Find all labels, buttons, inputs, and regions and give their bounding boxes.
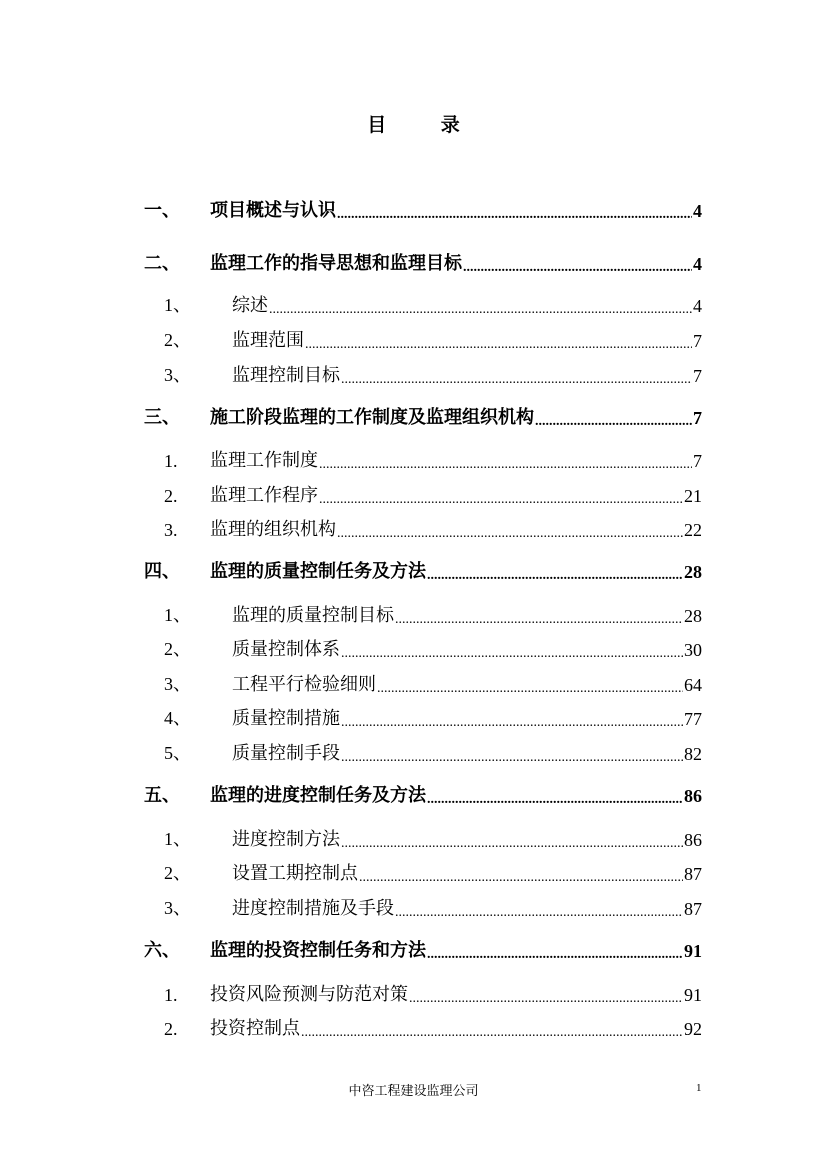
- toc-entry[interactable]: [144, 326, 702, 352]
- toc-entry-label: 监理范围: [232, 330, 304, 351]
- toc-entry-label: 监理控制目标: [232, 365, 340, 386]
- toc-entry-label: 质量控制体系: [232, 639, 340, 660]
- toc-entry-number: 3、: [164, 674, 191, 694]
- toc-entry[interactable]: [144, 249, 702, 275]
- toc-entry-label: 质量控制手段: [232, 743, 340, 764]
- toc-entry-label: 综述: [232, 295, 268, 316]
- footer-company: 中咨工程建设监理公司: [348, 1084, 479, 1099]
- toc-leader-dots: [341, 367, 692, 387]
- toc-entry-number: 3、: [164, 898, 191, 918]
- toc-leader-dots: [341, 831, 683, 851]
- toc-entry-label: 监理的质量控制任务及方法: [210, 561, 426, 582]
- toc-entry-page: 28: [684, 606, 702, 626]
- toc-entry[interactable]: [144, 781, 702, 807]
- toc-entry-label: 质量控制措施: [232, 708, 340, 729]
- toc-entry-page: 77: [684, 709, 702, 729]
- toc-leader-dots: [463, 255, 692, 275]
- toc-entry-number: 4、: [164, 708, 191, 728]
- page-title: 目 录: [367, 114, 484, 136]
- toc-entry-page: 4: [693, 201, 702, 221]
- toc-entry-number: 2.: [164, 486, 178, 506]
- toc-entry-number: 3、: [164, 365, 191, 385]
- toc-entry-number: 1、: [164, 605, 191, 625]
- footer-page-number: 1: [696, 1082, 702, 1094]
- toc-entry-number: 2.: [164, 1019, 178, 1039]
- toc-leader-dots: [427, 942, 683, 962]
- toc-entry[interactable]: [144, 936, 702, 962]
- toc-entry-page: 64: [684, 675, 702, 695]
- toc-leader-dots: [341, 745, 683, 765]
- toc-leader-dots: [319, 487, 683, 507]
- toc-entry[interactable]: [144, 980, 702, 1006]
- toc-entry[interactable]: [144, 670, 702, 696]
- toc-entry-page: 22: [684, 520, 702, 540]
- toc-entry-number: 3.: [164, 520, 178, 540]
- toc-leader-dots: [377, 676, 683, 696]
- toc-leader-dots: [319, 452, 692, 472]
- toc-entry[interactable]: [144, 446, 702, 472]
- toc-entry-number: 五、: [144, 785, 180, 806]
- toc-entry-label: 监理的进度控制任务及方法: [210, 785, 426, 806]
- toc-entry-page: 87: [684, 899, 702, 919]
- toc-entry-page: 91: [684, 985, 702, 1005]
- toc-leader-dots: [427, 787, 683, 807]
- toc-entry[interactable]: [144, 859, 702, 885]
- toc-entry-page: 7: [693, 331, 702, 351]
- toc-entry-label: 监理工作程序: [210, 485, 318, 506]
- toc-leader-dots: [535, 409, 692, 429]
- toc-entry-page: 30: [684, 640, 702, 660]
- toc-entry-page: 86: [684, 786, 702, 806]
- toc-entry-number: 一、: [144, 200, 180, 221]
- toc-leader-dots: [409, 986, 683, 1006]
- toc-entry[interactable]: [144, 515, 702, 541]
- toc-entry-label: 监理工作的指导思想和监理目标: [210, 253, 462, 274]
- toc-entry-number: 二、: [144, 253, 180, 274]
- toc-entry-label: 工程平行检验细则: [232, 674, 376, 695]
- toc-entry-page: 4: [693, 254, 702, 274]
- toc-leader-dots: [337, 521, 683, 541]
- toc-entry-number: 1.: [164, 985, 178, 1005]
- toc-entry[interactable]: [144, 601, 702, 627]
- toc-leader-dots: [395, 607, 683, 627]
- toc-leader-dots: [341, 641, 683, 661]
- toc-entry-number: 2、: [164, 863, 191, 883]
- toc-entry-label: 监理的投资控制任务和方法: [210, 940, 426, 961]
- toc-entry[interactable]: [144, 291, 702, 317]
- toc-leader-dots: [305, 332, 692, 352]
- toc-entry-label: 投资控制点: [210, 1018, 300, 1039]
- toc-entry-number: 四、: [144, 561, 180, 582]
- toc-entry-number: 六、: [144, 940, 180, 961]
- toc-entry-number: 1.: [164, 451, 178, 471]
- toc-entry-page: 21: [684, 486, 702, 506]
- toc-leader-dots: [359, 865, 683, 885]
- toc-entry[interactable]: [144, 196, 702, 222]
- toc-entry[interactable]: [144, 481, 702, 507]
- toc-entry-number: 三、: [144, 407, 180, 428]
- toc-entry-label: 项目概述与认识: [210, 200, 336, 221]
- toc-entry-number: 2、: [164, 330, 191, 350]
- toc-entry-page: 87: [684, 864, 702, 884]
- toc-entry-label: 监理工作制度: [210, 450, 318, 471]
- toc-entry[interactable]: [144, 704, 702, 730]
- toc-entry[interactable]: [144, 894, 702, 920]
- toc-entry-number: 1、: [164, 295, 191, 315]
- toc-leader-dots: [395, 900, 683, 920]
- toc-entry[interactable]: [144, 557, 702, 583]
- toc-entry-page: 92: [684, 1019, 702, 1039]
- toc-entry-label: 进度控制方法: [232, 829, 340, 850]
- toc-entry[interactable]: [144, 1014, 702, 1040]
- toc-entry-page: 4: [693, 296, 702, 316]
- toc-entry[interactable]: [144, 361, 702, 387]
- toc-entry-page: 91: [684, 941, 702, 961]
- toc-entry-page: 7: [693, 408, 702, 428]
- toc-entry-label: 设置工期控制点: [232, 863, 358, 884]
- toc-entry[interactable]: [144, 403, 702, 429]
- toc-entry[interactable]: [144, 825, 702, 851]
- toc-entry-number: 2、: [164, 639, 191, 659]
- toc-entry-label: 进度控制措施及手段: [232, 898, 394, 919]
- toc-entry-label: 投资风险预测与防范对策: [210, 984, 408, 1005]
- toc-entry-page: 86: [684, 830, 702, 850]
- toc-leader-dots: [301, 1020, 683, 1040]
- toc-entry-page: 82: [684, 744, 702, 764]
- toc-entry-page: 28: [684, 562, 702, 582]
- toc-entry-page: 7: [693, 366, 702, 386]
- toc-entry-label: 施工阶段监理的工作制度及监理组织机构: [210, 407, 534, 428]
- toc-leader-dots: [337, 202, 692, 222]
- toc-entry-label: 监理的组织机构: [210, 519, 336, 540]
- toc-entry-label: 监理的质量控制目标: [232, 605, 394, 626]
- toc-entry-page: 7: [693, 451, 702, 471]
- toc-entry[interactable]: [144, 739, 702, 765]
- toc-leader-dots: [341, 710, 683, 730]
- toc-entry-number: 5、: [164, 743, 191, 763]
- toc-entry[interactable]: [144, 635, 702, 661]
- toc-entry-number: 1、: [164, 829, 191, 849]
- toc-leader-dots: [427, 563, 683, 583]
- toc-leader-dots: [269, 297, 692, 317]
